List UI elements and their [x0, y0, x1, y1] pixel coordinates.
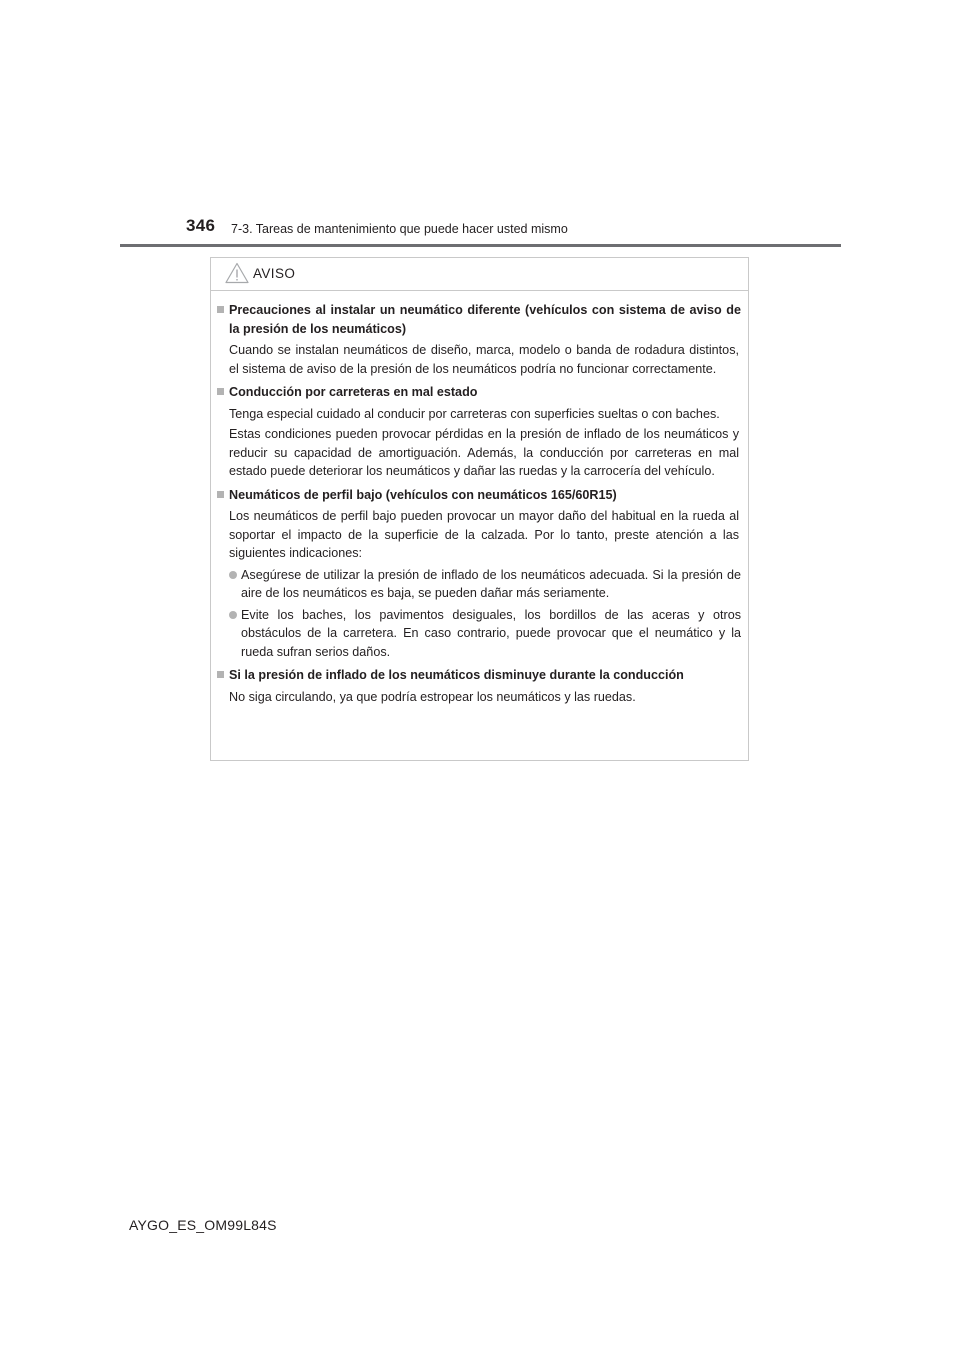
warning-body — [211, 291, 748, 706]
section-heading — [217, 666, 741, 685]
section-heading-text: Neumáticos de perfil bajo (vehículos con neumáticos 165/60R15) — [229, 487, 617, 502]
section-heading-text: Conducción por carreteras en mal estado — [229, 385, 478, 399]
running-head: 7-3. Tareas de mantenimiento que puede hacer usted mismo — [231, 222, 568, 236]
square-bullet-icon — [217, 491, 224, 498]
section-heading — [217, 486, 741, 505]
section-pressure-drop — [217, 666, 741, 706]
warning-title: AVISO — [253, 266, 296, 281]
section-heading — [217, 301, 741, 338]
section-heading-text: Si la presión de inflado de los neumáticos disminuye durante la conducción — [229, 668, 684, 682]
round-bullet-icon — [229, 571, 237, 579]
list-item — [217, 566, 741, 603]
section-paragraph: Cuando se instalan neumáticos de diseño, marca, modelo o banda de rodadura distintos, el sistema de aviso de la presión de los neumáticos podría no funcionar correctamente. — [229, 343, 739, 376]
round-bullet-icon — [229, 611, 237, 619]
section-heading — [217, 383, 741, 402]
warning-box — [210, 257, 749, 761]
section-low-profile — [217, 486, 741, 662]
footer-document-code: AYGO_ES_OM99L84S — [129, 1217, 277, 1233]
square-bullet-icon — [217, 306, 224, 313]
square-bullet-icon — [217, 388, 224, 395]
section-paragraph: Tenga especial cuidado al conducir por carreteras con superficies sueltas o con baches. — [229, 406, 720, 421]
section-paragraph: Estas condiciones pueden provocar pérdidas en la presión de inflado de los neumáticos y reducir su capacidad de amortiguación. Además, la conducción por carreteras en mal estado puede deteriorar los neumáticos y dañar las ruedas y la carrocería del vehículo. — [229, 427, 739, 478]
warning-header — [211, 258, 748, 291]
header-rule — [120, 244, 841, 247]
section-bad-roads — [217, 383, 741, 481]
section-different-tire — [217, 301, 741, 378]
section-paragraph: Los neumáticos de perfil bajo pueden provocar un mayor daño del habitual en la rueda al soportar el impacto de la superficie de la calzada. Por lo tanto, preste atención a las siguientes indicaciones: — [229, 509, 739, 560]
warning-triangle-icon — [225, 262, 249, 284]
page-number: 346 — [186, 216, 216, 235]
section-paragraph: No siga circulando, ya que podría estropear los neumáticos y las ruedas. — [229, 689, 636, 704]
list-item-text: Evite los baches, los pavimentos desiguales, los bordillos de las aceras y otros obstáculos de la carretera. En caso contrario, puede provocar que el neumático y la rueda sufran serios daños. — [241, 607, 741, 659]
section-heading-text: Precauciones al instalar un neumático diferente (vehículos con sistema de aviso de la presión de los neumáticos) — [229, 303, 741, 336]
list-item-text: Asegúrese de utilizar la presión de inflado de los neumáticos adecuada. Si la presión de aire de los neumáticos es baja, se pueden dañar más seriamente. — [241, 567, 741, 600]
list-item — [217, 606, 741, 662]
square-bullet-icon — [217, 671, 224, 678]
